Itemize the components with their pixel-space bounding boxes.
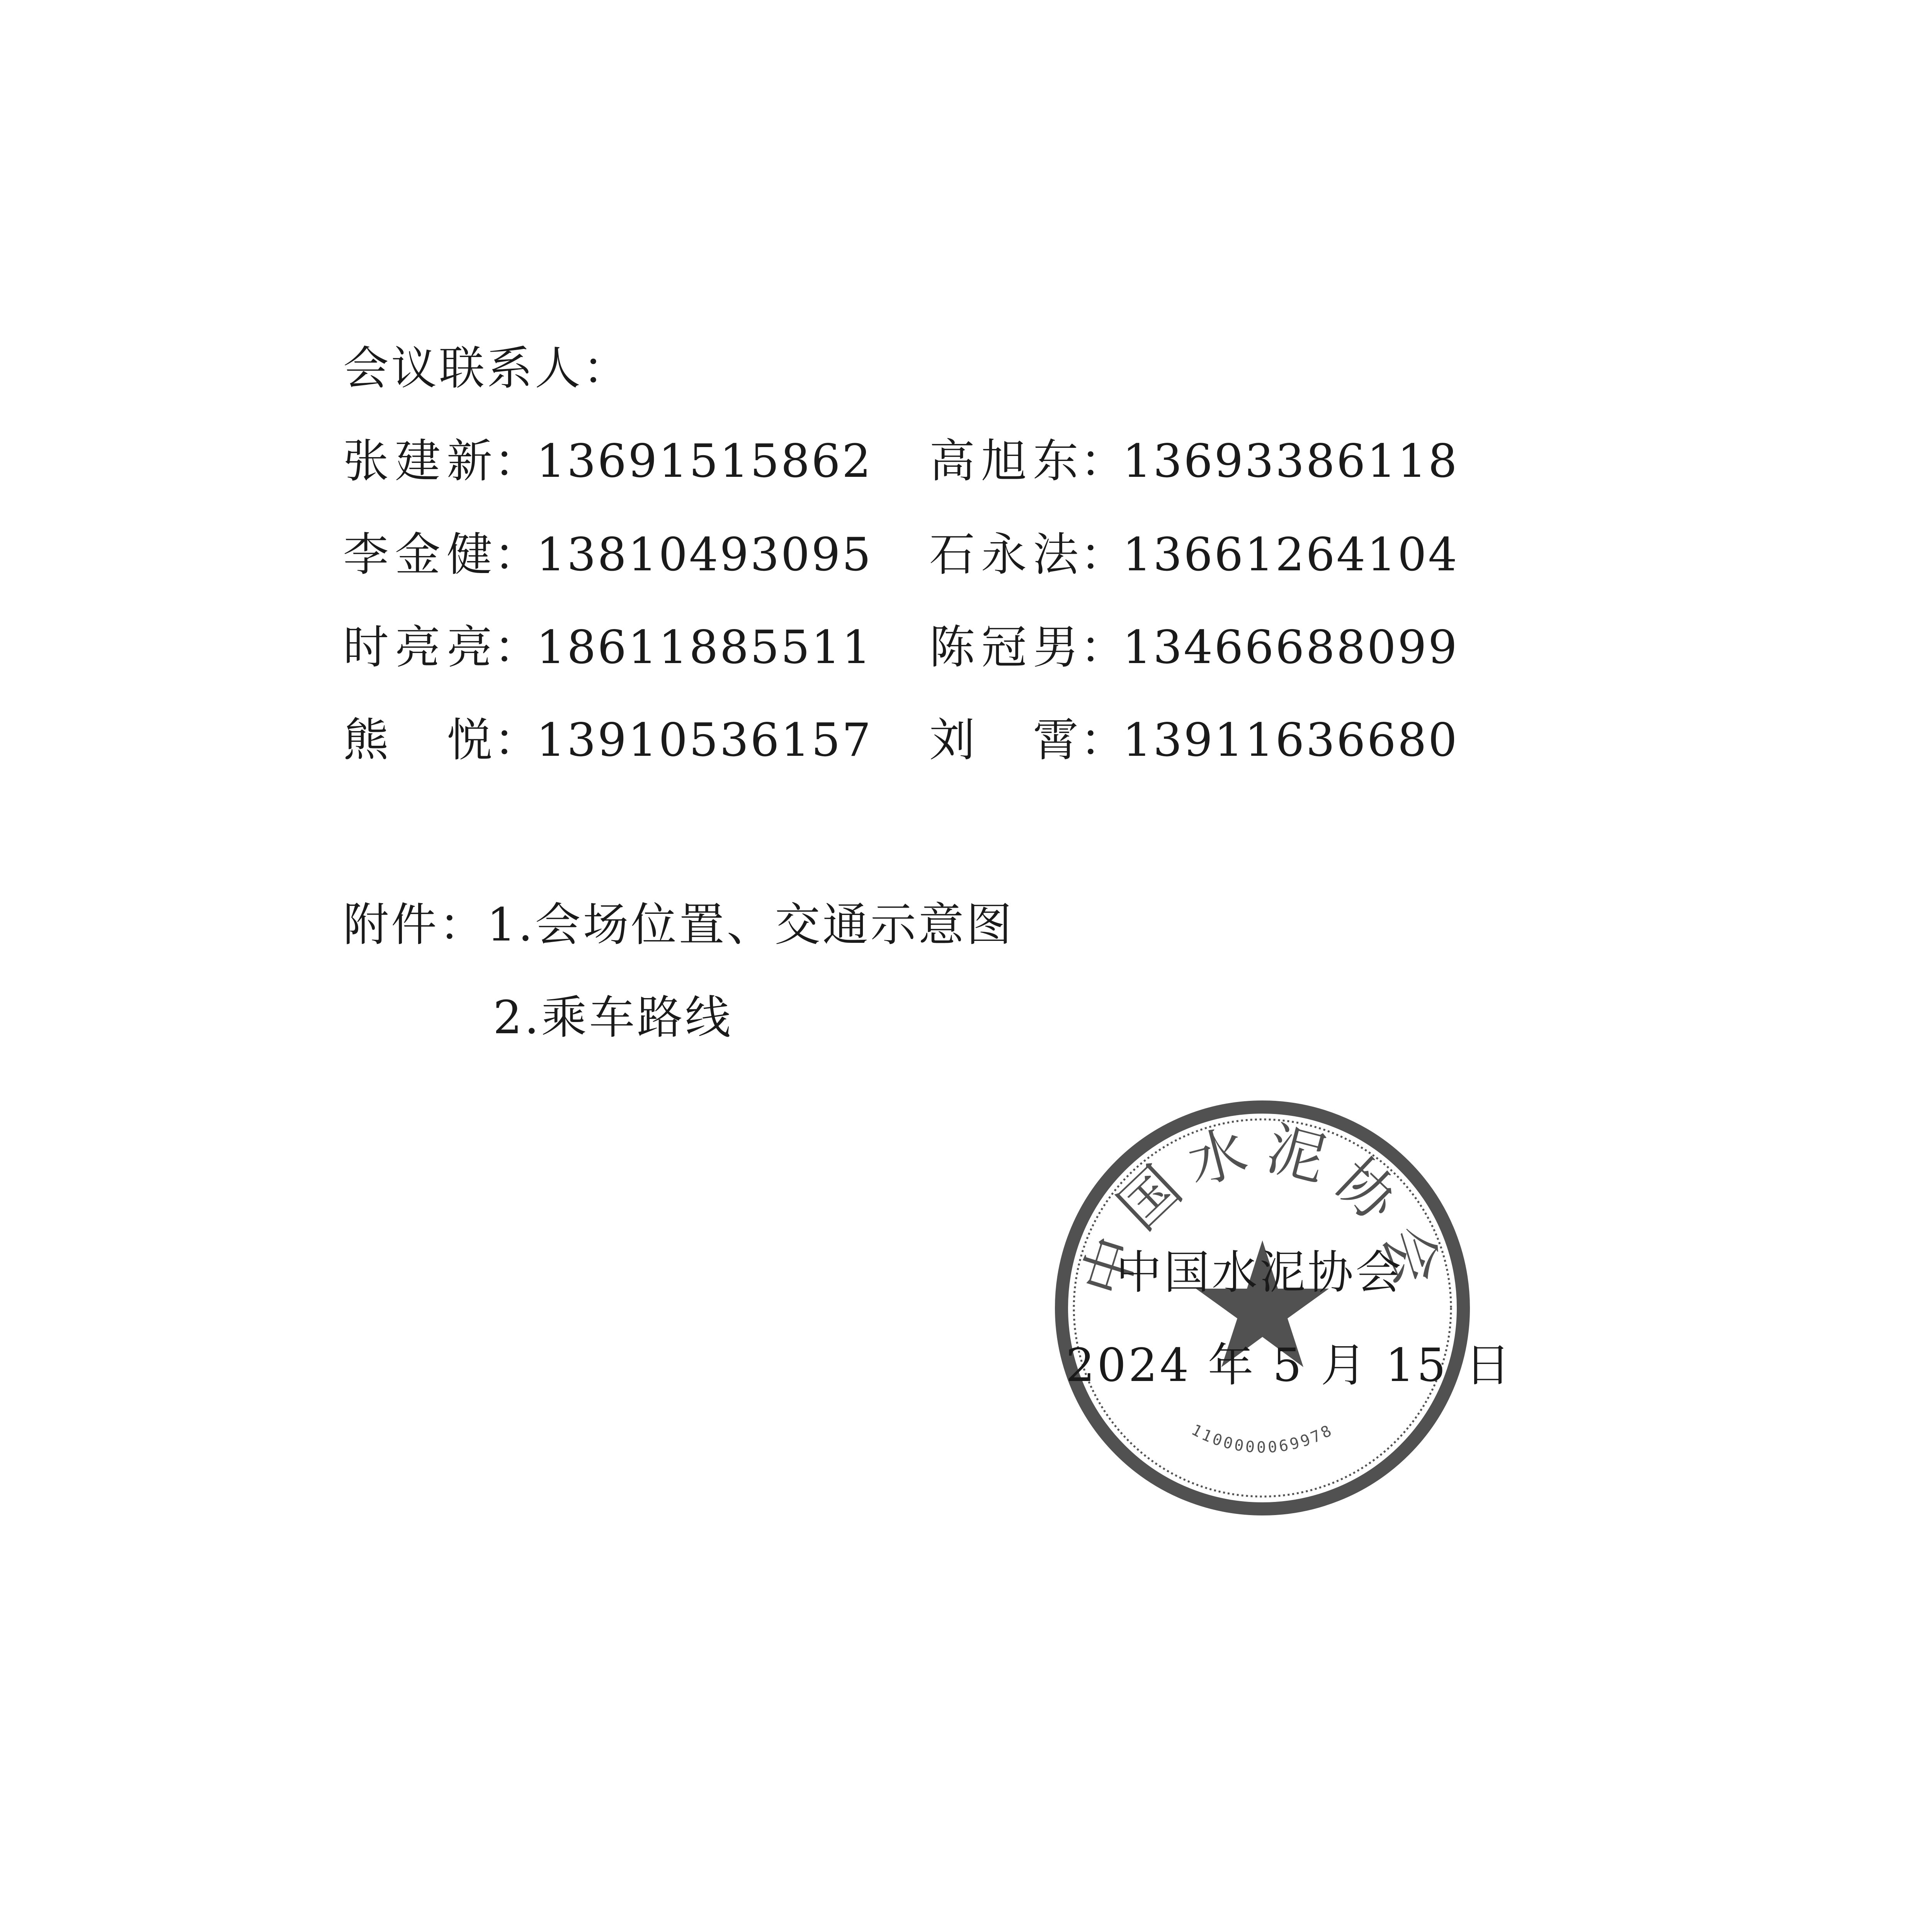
- contact-phone: 18611885511: [536, 621, 873, 674]
- contact-phone: 13693386118: [1123, 434, 1459, 488]
- contact-entry: [929, 711, 1459, 769]
- contact-entry: [929, 526, 1459, 583]
- contact-phone: 13810493095: [536, 528, 873, 581]
- contacts-heading: 会议联系人：: [343, 342, 631, 395]
- contact-entry: [929, 618, 1459, 676]
- contact-phone: 13661264104: [1123, 528, 1459, 581]
- contact-entry: [343, 526, 873, 583]
- contact-separator: ：: [1080, 621, 1126, 674]
- attachment-line-1: 附件：1.会场位置、交通示意图: [343, 898, 1014, 951]
- contact-entry: [343, 711, 873, 769]
- contact-entry: [343, 432, 873, 490]
- contact-phone: 13910536157: [536, 713, 873, 767]
- contact-name: 张建新: [343, 434, 494, 488]
- seal-serial-number: 1100000069978: [1188, 1421, 1337, 1457]
- contact-phone: 13466688099: [1123, 621, 1459, 674]
- contact-name: 熊悦: [343, 713, 494, 767]
- seal-arc-text: 中国水泥协会: [1070, 1115, 1455, 1304]
- contact-name: 石永法: [929, 528, 1080, 581]
- contact-phone: 13911636680: [1123, 713, 1459, 767]
- signature-org: 中国水泥协会: [1116, 1246, 1404, 1299]
- official-seal: [1048, 1094, 1477, 1522]
- contact-name: 高旭东: [929, 434, 1080, 488]
- attachment-line-2: 2.乘车路线: [493, 991, 733, 1044]
- contact-entry: [343, 618, 873, 676]
- contact-name: 李金健: [343, 528, 494, 581]
- contact-separator: ：: [1080, 434, 1126, 488]
- contact-separator: ：: [494, 528, 540, 581]
- contact-name: 刘霄: [929, 713, 1080, 767]
- contact-separator: ：: [494, 713, 540, 767]
- contact-name: 陈冠男: [929, 621, 1080, 674]
- contact-name: 时亮亮: [343, 621, 494, 674]
- signature-date: 2024 年 5 月 15 日: [1066, 1338, 1513, 1392]
- contact-separator: ：: [494, 621, 540, 674]
- contact-separator: ：: [494, 434, 540, 488]
- contact-entry: [929, 432, 1459, 490]
- contact-phone: 13691515862: [536, 434, 873, 488]
- contact-separator: ：: [1080, 713, 1126, 767]
- contact-separator: ：: [1080, 528, 1126, 581]
